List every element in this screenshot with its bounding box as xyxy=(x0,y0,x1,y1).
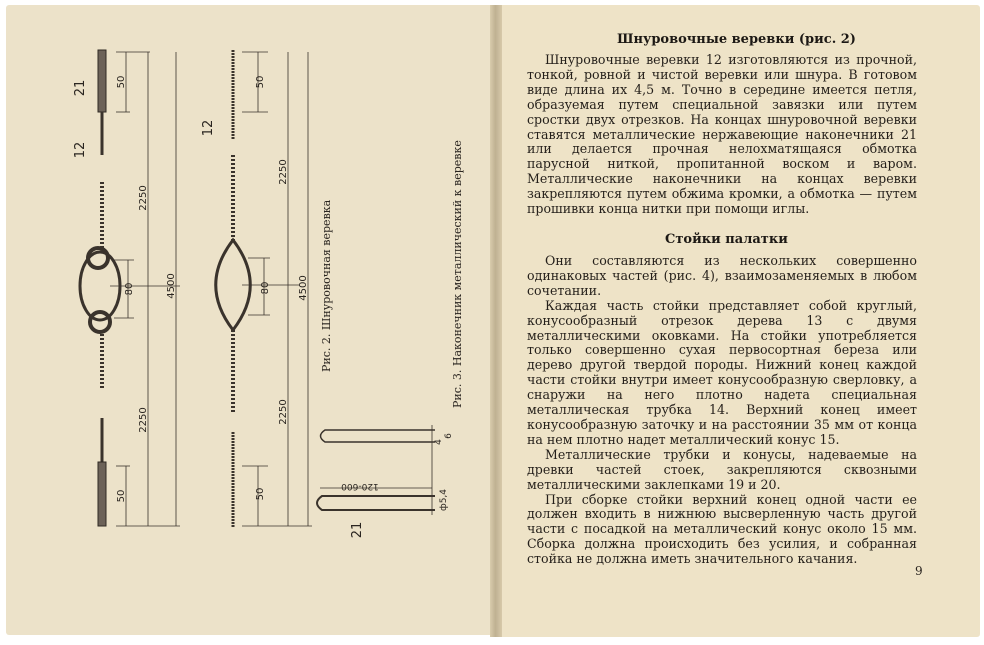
paragraph-poles-3: Металлические трубки и конусы, надеваемые на древки частей стоек, закрепляются сквозными металлическими заклепками 19 и 20. xyxy=(527,446,917,492)
part-number-12: 12 xyxy=(73,141,88,159)
tip-large xyxy=(317,496,435,510)
page-number: 9 xyxy=(915,564,923,578)
dim-4: 4 xyxy=(434,439,444,445)
fig2-caption: Рис. 2. Шнуровочная веревка xyxy=(320,199,333,372)
dim-2250-lower-left: 2250 xyxy=(138,407,149,433)
dim-120-600: 120-600 xyxy=(341,481,379,491)
dim-phi-5-4: ф5,4 xyxy=(439,488,449,512)
dim-80-left: 80 xyxy=(124,282,135,296)
dim-2250-upper-right: 2250 xyxy=(278,159,289,185)
section-title-tent-poles: Стойки палатки xyxy=(665,232,788,247)
part-number-21-fig3: 21 xyxy=(350,521,365,539)
dim-4500-right: 4500 xyxy=(298,275,309,301)
fig3-caption: Рис. 3. Наконечник металлический к веревке xyxy=(451,140,464,408)
paragraph-poles-1: Они составляются из нескольких совершенно одинаковых частей (рис. 4), взаимозаменяемых в любом сочетании. xyxy=(527,253,917,298)
dim-2250-lower-right: 2250 xyxy=(278,399,289,425)
metal-tip-top xyxy=(98,50,106,112)
dim-50-top-right: 50 xyxy=(255,75,266,89)
dim-2250-upper-left: 2250 xyxy=(138,185,149,211)
knot-bottom xyxy=(90,312,110,332)
fig3-caption-wrap xyxy=(446,140,465,408)
section-lacing-ropes-text xyxy=(527,53,917,217)
dim-6: 6 xyxy=(444,433,454,439)
figure-3-metal-tips xyxy=(317,425,435,515)
dim-4500-left: 4500 xyxy=(166,273,177,299)
section-tent-poles-text xyxy=(527,254,917,567)
tip-small xyxy=(321,430,436,442)
dim-50-bottom-left: 50 xyxy=(116,489,127,503)
part-number-12-right: 12 xyxy=(201,119,216,137)
dim-50-bottom-right: 50 xyxy=(255,487,266,501)
metal-tip-bottom xyxy=(98,462,106,526)
dim-80-right: 80 xyxy=(260,281,271,295)
part-number-21: 21 xyxy=(73,79,88,97)
dimension-labels xyxy=(73,76,454,539)
paragraph-poles-2: Каждая часть стойки представляет собой круглый, конусообразный отрезок дерева 13 с двумя металлическими оковками. На стойки употребляется только совершенно сухая первосортная береза или дерево другой твердой породы. Нижний конец каждой части стойки внутри имеет конусообразную сверловку, а снаружи на него плотно надета специальная металлическая трубка 14. Верхний конец имеет конусообразную заточку и на расстоянии 35 мм от конца на нем плотно надет металлический конус 15. xyxy=(527,297,917,447)
section-title-lacing-ropes: Шнуровочные веревки (рис. 2) xyxy=(617,32,856,47)
fig2-caption-wrap xyxy=(315,200,334,372)
paragraph-poles-4: При сборке стойки верхний конец одной части ее должен входить в нижнюю высверленную часть другой части с посадкой на металлический конус около 15 мм. Сборка должна происходить без усилия, и собранная стойка не должна иметь значительного качания. xyxy=(527,491,917,567)
paragraph-lacing-ropes: Шнуровочные веревки 12 изготовляются из прочной, тонкой, ровной и чистой веревки или шнура. В готовом виде длина их 4,5 м. Точно в середине имеется петля, образуемая путем специальной завязки или путем сростки двух отрезков. На концах шнуровочной веревки ставятся металлические нержавеющие наконечники 21 или делается прочная нелохматящаяся обмотка парусной ниткой, пропитанной воском и варом. Металлические наконечники на концах веревки закрепляются путем обжима кромки, а обмотка — путем прошивки конца нитки при помощи иглы. xyxy=(527,52,917,217)
dim-50-top-left: 50 xyxy=(116,75,127,89)
